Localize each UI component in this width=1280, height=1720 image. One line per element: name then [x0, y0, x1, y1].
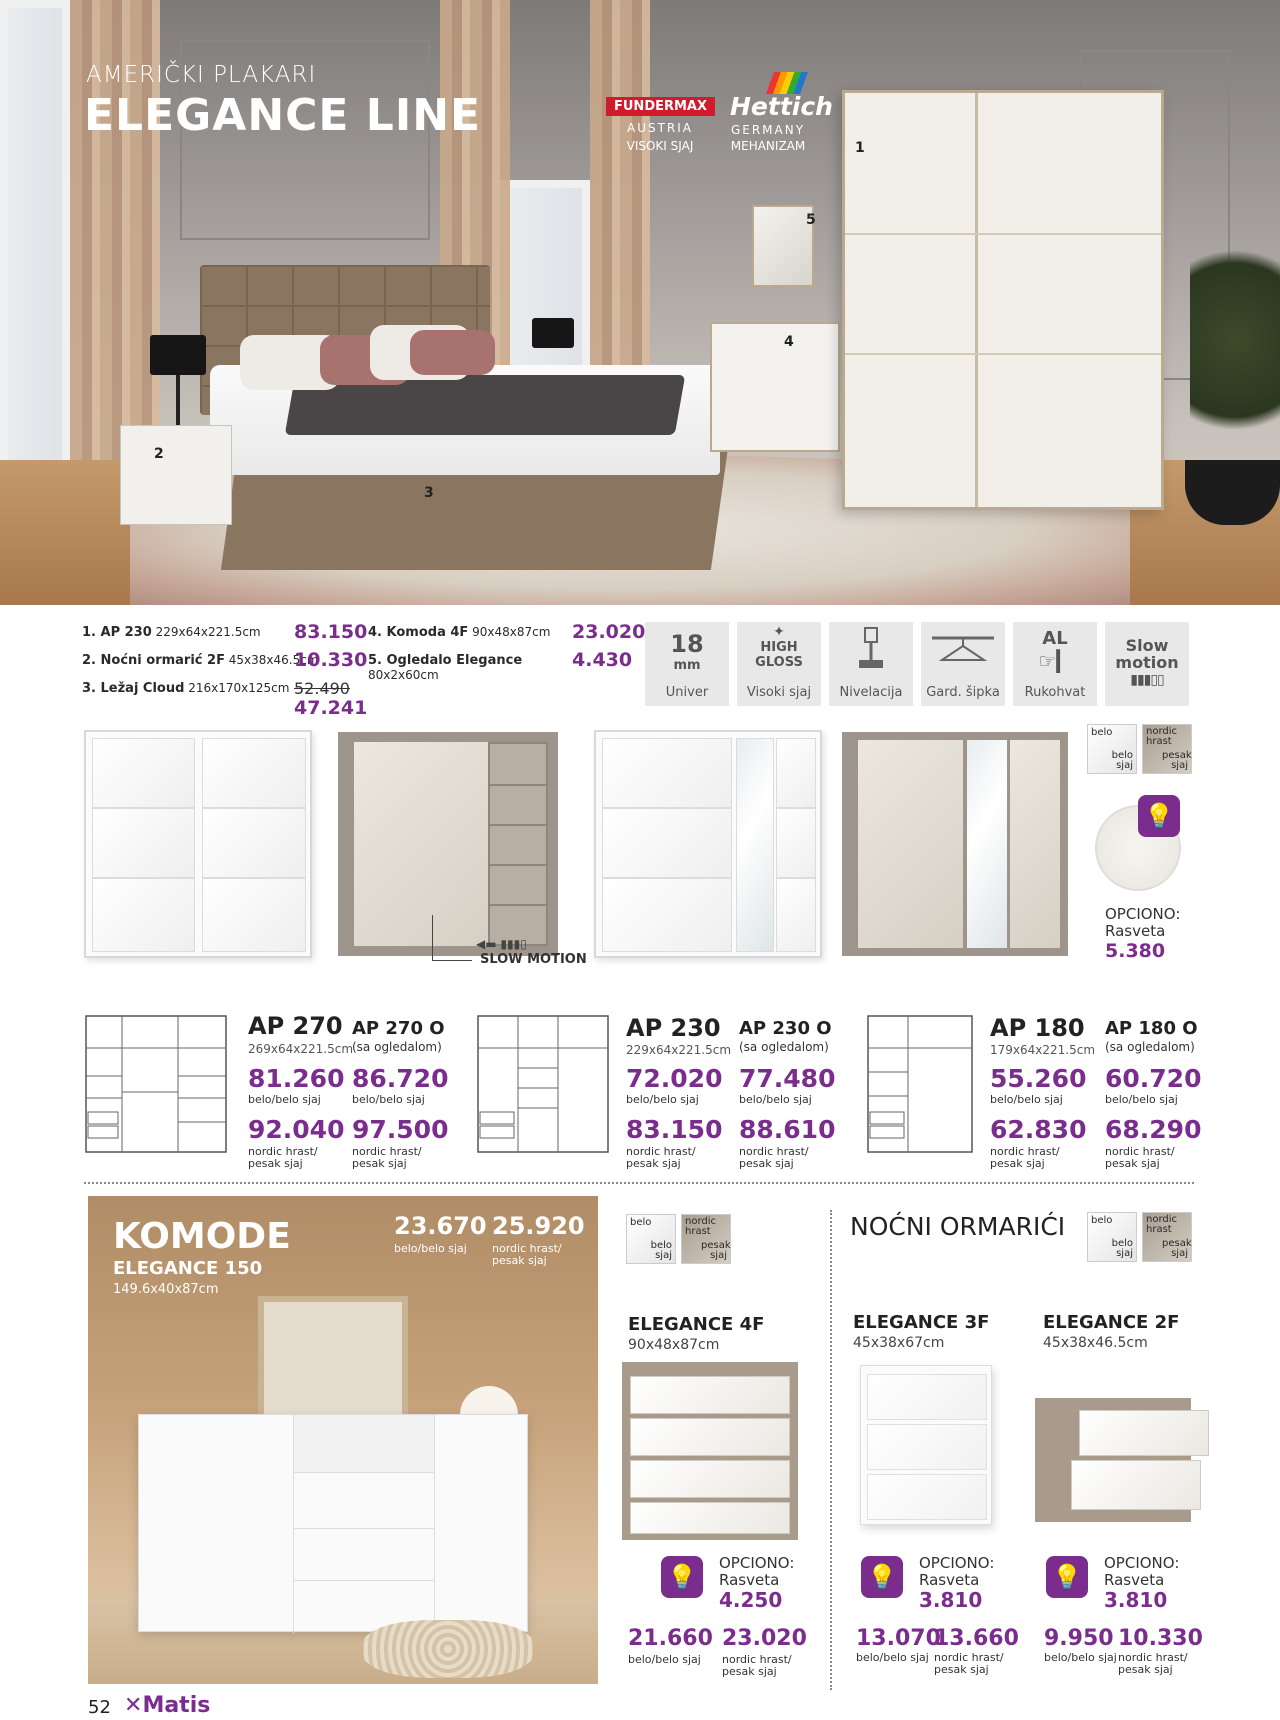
finish-label: pesak sjaj [492, 1254, 547, 1267]
komode-photo [88, 1196, 598, 1684]
model-dims: 269x64x221.5cm [248, 1042, 354, 1056]
plant [1190, 220, 1280, 460]
lamp [532, 318, 574, 348]
price-oak: 62.830 [990, 1115, 1087, 1144]
price-oak: 83.150 [626, 1115, 723, 1144]
product-dims: 90x48x87cm [472, 625, 551, 639]
option-item: Rasveta [919, 1571, 980, 1589]
product-price: 83.150 [294, 621, 368, 643]
price-white: 55.260 [990, 1064, 1087, 1093]
swatch-label: nordic hrast [1146, 1214, 1178, 1235]
finish-label: belo/belo sjaj [990, 1093, 1063, 1106]
option-price: 5.380 [1105, 940, 1166, 962]
price-oak-mirror: 97.500 [352, 1115, 449, 1144]
option-price: 3.810 [1104, 1588, 1168, 1612]
sideboard-elegance-150 [138, 1414, 528, 1632]
handle-icon: ☞▎ [1038, 649, 1072, 673]
product-price: 10.330 [294, 649, 368, 671]
swatch-oak [1142, 724, 1192, 774]
dresser-elegance-4f [622, 1362, 798, 1540]
finish-label: belo/belo sjaj [628, 1653, 701, 1666]
slow-motion-label: SLOW MOTION [480, 952, 587, 967]
hero-wardrobe [842, 90, 1164, 510]
product-label: 1. AP 230 [82, 625, 152, 640]
finish-label: belo/belo sjaj [626, 1093, 699, 1106]
nocni-title: NOĆNI ORMARIĆI [850, 1212, 1066, 1241]
model-schematic [82, 1012, 234, 1160]
swatch-label: pesak sjaj [701, 1240, 731, 1261]
feature-leveling [829, 622, 913, 706]
price-white: 13.070 [856, 1626, 941, 1651]
product-dims: 90x48x87cm [628, 1337, 720, 1353]
model-schematic [864, 1012, 976, 1160]
old-price: 52.490 [294, 679, 350, 698]
matis-logo [124, 1693, 210, 1718]
feature-caption: Univer [665, 685, 709, 700]
swatch-label: belo [1091, 1215, 1113, 1226]
hettich-country: GERMANY [730, 123, 806, 137]
finish-label: nordic hrast/ [352, 1145, 422, 1158]
swatch-label: belo sjaj [650, 1240, 672, 1261]
marker-5: 5 [806, 212, 816, 228]
arrow-left-icon: ◀▬ ▮▮▮▯ [476, 937, 527, 951]
swatch-label: nordic hrast [1146, 726, 1178, 747]
finish-label: belo/belo sjaj [856, 1651, 929, 1664]
hettich-rainbow-icon [766, 72, 808, 94]
model-name: AP 230 [626, 1014, 721, 1042]
finish-label: pesak sjaj [1105, 1157, 1160, 1170]
finish-label: pesak sjaj [739, 1157, 794, 1170]
swatch-white [1087, 1212, 1137, 1262]
finish-label: nordic hrast/ [1105, 1145, 1175, 1158]
komode-model: ELEGANCE 150 [113, 1258, 263, 1279]
finish-label: pesak sjaj [934, 1663, 989, 1676]
nightstand-elegance-2f [1035, 1398, 1191, 1522]
slow-motion-bars-icon: ▮▮▮▯▯ [1130, 672, 1164, 688]
feature-value: HIGH [760, 640, 798, 655]
feature-high-gloss [737, 622, 821, 706]
price-white: 21.660 [628, 1626, 713, 1651]
price-white: 72.020 [626, 1064, 723, 1093]
hero-subtitle: AMERIČKI PLAKARI [86, 62, 317, 88]
callout-line [432, 960, 472, 961]
product-name: ELEGANCE 4F [628, 1314, 765, 1335]
price-oak: 92.040 [248, 1115, 345, 1144]
wardrobe-image-open [338, 732, 558, 956]
model-name: AP 180 [990, 1014, 1085, 1042]
option-item: Rasveta [719, 1571, 780, 1589]
bulb-icon: 💡 [1046, 1556, 1088, 1598]
product-price: 4.430 [572, 649, 633, 671]
product-label: 4. Komoda 4F [368, 625, 469, 640]
lamp-stand [176, 375, 180, 425]
swatch-white [626, 1214, 676, 1264]
hettich-note: MEHANIZAM [730, 139, 806, 153]
feature-unit: GLOSS [755, 655, 803, 670]
model-mirror-name: AP 230 O [739, 1018, 832, 1039]
finish-label: belo/belo sjaj [1044, 1651, 1117, 1664]
finish-label: pesak sjaj [722, 1665, 777, 1678]
divider-vertical [830, 1210, 832, 1690]
price-oak: 13.660 [934, 1626, 1019, 1651]
model-schematic [474, 1012, 614, 1160]
option-label: OPCIONO: [919, 1554, 995, 1572]
finish-label: pesak sjaj [248, 1157, 303, 1170]
product-dims: 45x38x46.5cm [228, 653, 319, 667]
list-item [368, 653, 588, 682]
komode-dims: 149.6x40x87cm [113, 1282, 219, 1297]
fundermax-logo: FUNDERMAX [606, 97, 715, 116]
product-label: 3. Ležaj Cloud [82, 681, 185, 696]
sparkle-icon: ✦ [773, 624, 785, 640]
feature-slow-motion [1105, 622, 1189, 706]
price-white-mirror: 60.720 [1105, 1064, 1202, 1093]
feature-caption: Rukohvat [1024, 685, 1086, 700]
hero-photo [0, 0, 1280, 605]
swatch-label: belo sjaj [1111, 750, 1133, 771]
option-item: Rasveta [1104, 1571, 1165, 1589]
brand-name: Matis [142, 1693, 211, 1718]
feature-value: Slow [1125, 636, 1169, 655]
hettich-logo: Hettich [730, 92, 833, 121]
lamp [150, 335, 206, 375]
finish-label: nordic hrast/ [626, 1145, 696, 1158]
marker-1: 1 [855, 140, 865, 156]
pouf [363, 1620, 533, 1678]
finish-label: nordic hrast/ [934, 1651, 1004, 1664]
model-name: AP 270 [248, 1012, 343, 1040]
product-dims: 216x170x125cm [188, 681, 290, 695]
nightstand-elegance-3f [860, 1365, 992, 1525]
wardrobe-image [84, 730, 312, 958]
swatch-oak [1142, 1212, 1192, 1262]
komode-price-white: 23.670 [394, 1212, 487, 1240]
finish-label: nordic hrast/ [739, 1145, 809, 1158]
finish-label: nordic hrast/ [990, 1145, 1060, 1158]
model-dims: 179x64x221.5cm [990, 1043, 1096, 1057]
option-label: OPCIONO: [1104, 1554, 1180, 1572]
feature-18mm [645, 622, 729, 706]
price-white-mirror: 77.480 [739, 1064, 836, 1093]
nightstand [120, 425, 232, 525]
model-mirror-name: AP 180 O [1105, 1018, 1198, 1039]
swatch-label: pesak sjaj [1162, 1238, 1192, 1259]
pillow [410, 330, 495, 375]
fundermax-note: VISOKI SJAJ [626, 139, 694, 153]
option-price: 4.250 [719, 1588, 783, 1612]
product-dims: 45x38x46.5cm [1043, 1335, 1148, 1351]
finish-label: nordic hrast/ [248, 1145, 318, 1158]
finish-label: belo/belo sjaj [248, 1093, 321, 1106]
matis-m-icon: ✕ [124, 1693, 143, 1718]
swatch-label: belo [630, 1217, 652, 1228]
marker-3: 3 [424, 485, 434, 501]
marker-4: 4 [784, 334, 794, 350]
hero-mirror [752, 205, 814, 287]
model-mirror-note: (sa ogledalom) [739, 1040, 829, 1054]
curtain-center-right [590, 0, 650, 380]
price-oak-mirror: 68.290 [1105, 1115, 1202, 1144]
swatch-label: pesak sjaj [1162, 750, 1192, 771]
fundermax-country: AUSTRIA [626, 121, 694, 135]
finish-label: nordic hrast/ [722, 1653, 792, 1666]
price-oak-mirror: 88.610 [739, 1115, 836, 1144]
hero-dresser [710, 322, 840, 452]
hero-title: ELEGANCE LINE [84, 90, 482, 141]
price-oak: 10.330 [1118, 1626, 1203, 1651]
model-mirror-note: (sa ogledalom) [352, 1040, 442, 1054]
komode-title: KOMODE [113, 1216, 291, 1257]
divider [84, 1182, 1194, 1184]
product-dims: 45x38x67cm [853, 1335, 945, 1351]
window-left [0, 0, 70, 520]
komode-price-oak: 25.920 [492, 1212, 585, 1240]
option-label: OPCIONO: [1105, 905, 1181, 923]
product-price: 47.241 [294, 697, 368, 719]
finish-label: nordic hrast/ [492, 1242, 562, 1255]
feature-value: AL [1042, 628, 1068, 649]
option-label: OPCIONO: [719, 1554, 795, 1572]
product-name: ELEGANCE 2F [1043, 1312, 1180, 1333]
swatch-oak [681, 1214, 731, 1264]
product-name: ELEGANCE 3F [853, 1312, 990, 1333]
price-oak: 23.020 [722, 1626, 807, 1651]
price-white: 9.950 [1044, 1626, 1114, 1651]
bulb-icon: 💡 [861, 1556, 903, 1598]
feature-aluminium-handle [1013, 622, 1097, 706]
swatch-label: nordic hrast [685, 1216, 717, 1237]
page-number: 52 [88, 1697, 111, 1718]
product-price: 23.020 [572, 621, 646, 643]
leveling-foot-icon [851, 626, 891, 676]
swatch-label: belo [1091, 727, 1113, 738]
product-dims: 80x2x60cm [368, 668, 439, 682]
model-dims: 229x64x221.5cm [626, 1043, 732, 1057]
product-dims: 229x64x221.5cm [155, 625, 261, 639]
finish-label: belo/belo sjaj [1105, 1093, 1178, 1106]
finish-label: belo/belo sjaj [352, 1093, 425, 1106]
feature-caption: Visoki sjaj [746, 685, 812, 700]
wardrobe-image-oak [842, 732, 1068, 956]
swatch-white [1087, 724, 1137, 774]
swatch-label: belo sjaj [1111, 1238, 1133, 1259]
callout-line [432, 915, 433, 960]
model-mirror-name: AP 270 O [352, 1018, 445, 1039]
option-item: Rasveta [1105, 922, 1166, 940]
price-white: 81.260 [248, 1064, 345, 1093]
hanger-rail-icon [928, 630, 998, 674]
finish-label: pesak sjaj [352, 1157, 407, 1170]
feature-rail [921, 622, 1005, 706]
finish-label: nordic hrast/ [1118, 1651, 1188, 1664]
feature-unit: mm [673, 658, 701, 673]
product-label: 5. Ogledalo Elegance [368, 653, 523, 668]
marker-2: 2 [154, 446, 164, 462]
product-label: 2. Noćni ormarić 2F [82, 653, 225, 668]
plant-pot [1185, 460, 1280, 525]
finish-label: belo/belo sjaj [394, 1242, 467, 1255]
list-item [368, 625, 568, 640]
feature-caption: Nivelacija [839, 685, 903, 700]
price-white-mirror: 86.720 [352, 1064, 449, 1093]
feature-value: 18 [670, 630, 704, 658]
feature-unit: motion [1115, 653, 1179, 672]
wardrobe-image-mirror [594, 730, 822, 958]
finish-label: pesak sjaj [990, 1157, 1045, 1170]
finish-label: belo/belo sjaj [739, 1093, 812, 1106]
bulb-icon: 💡 [1138, 795, 1180, 837]
finish-label: pesak sjaj [1118, 1663, 1173, 1676]
finish-label: pesak sjaj [626, 1157, 681, 1170]
bulb-icon: 💡 [661, 1556, 703, 1598]
model-mirror-note: (sa ogledalom) [1105, 1040, 1195, 1054]
option-price: 3.810 [919, 1588, 983, 1612]
feature-caption: Gard. šipka [926, 685, 1000, 700]
